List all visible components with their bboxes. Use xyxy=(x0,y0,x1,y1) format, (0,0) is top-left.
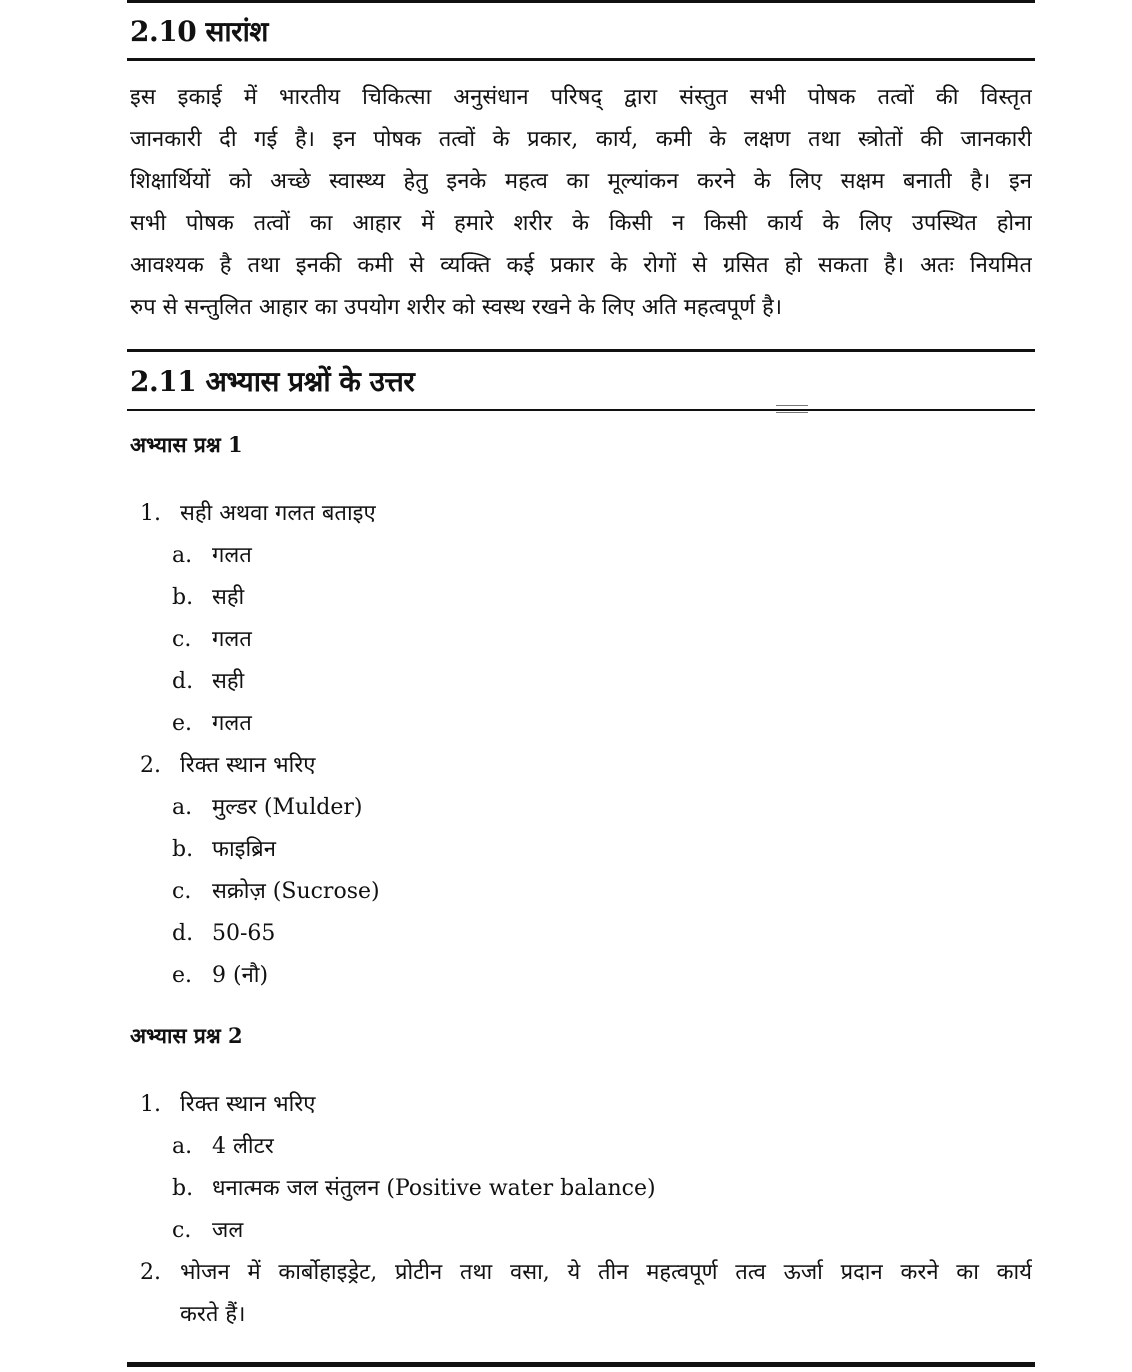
bottom-rule xyxy=(127,1362,1035,1367)
answers-heading-rule xyxy=(127,409,1035,411)
answer-item xyxy=(172,708,252,740)
question-2 xyxy=(140,750,315,782)
question-text: रिक्त स्थान भरिए xyxy=(180,753,316,778)
answer-item xyxy=(172,876,380,908)
question-1 xyxy=(140,1089,315,1121)
answer-marker: a. xyxy=(172,543,193,568)
summary-line: इस इकाई में भारतीय चिकित्सा अनुसंधान परिषद् द्वारा संस्तुत सभी पोषक तत्वों की विस्तृत xyxy=(130,85,1032,110)
answer-text: फाइब्रिन xyxy=(212,837,276,862)
top-rule xyxy=(127,0,1035,3)
summary-line: सभी पोषक तत्वों का आहार में हमारे शरीर के किसी न किसी कार्य के लिए उपस्थित होना xyxy=(130,211,1032,236)
answer-text: गलत xyxy=(212,711,252,736)
question-text: रिक्त स्थान भरिए xyxy=(180,1092,316,1117)
answer-text: सही xyxy=(212,669,245,694)
answer-text: 50-65 xyxy=(212,921,276,946)
answer-text: गलत xyxy=(212,627,252,652)
answer-text: गलत xyxy=(212,543,252,568)
summary-line: रुप से सन्तुलित आहार का उपयोग शरीर को स्वस्थ रखने के लिए अति महत्वपूर्ण है। xyxy=(130,295,783,320)
answer-item xyxy=(172,1131,274,1163)
exercise-1-title: अभ्यास प्रश्न 1 xyxy=(130,432,243,457)
section-heading-answers: 2.11 अभ्यास प्रश्नों के उत्तर xyxy=(130,365,415,398)
question-number: 2. xyxy=(140,1260,161,1285)
answer-item xyxy=(172,834,276,866)
answer-marker: a. xyxy=(172,795,193,820)
answer-item xyxy=(172,540,252,572)
question-number: 1. xyxy=(140,1092,161,1117)
answer-marker: e. xyxy=(172,963,193,988)
summary-heading-rule xyxy=(127,58,1035,61)
answer-text: 9 (नौ) xyxy=(212,963,269,988)
answer-marker: b. xyxy=(172,585,194,610)
answer-item xyxy=(172,792,362,824)
answer-marker: d. xyxy=(172,669,194,694)
question-text: भोजन में कार्बोहाइड्रेट, प्रोटीन तथा वसा, ये तीन महत्वपूर्ण तत्व ऊर्जा प्रदान करने का कार्य xyxy=(180,1260,1032,1285)
question-2 xyxy=(140,1257,180,1289)
question-1 xyxy=(140,498,376,530)
answers-top-rule xyxy=(127,349,1035,352)
answer-marker: b. xyxy=(172,837,194,862)
summary-line: जानकारी दी गई है। इन पोषक तत्वों के प्रकार, कार्य, कमी के लक्षण तथा स्त्रोतों की जानकारी xyxy=(130,127,1032,152)
question-text-continued: करते हैं। xyxy=(180,1302,246,1327)
summary-line: शिक्षार्थियों को अच्छे स्वास्थ्य हेतु इनके महत्व का मूल्यांकन करने के लिए सक्षम बनाती है। इन xyxy=(130,169,1032,194)
answer-text: मुल्डर (Mulder) xyxy=(212,795,363,820)
summary-line: आवश्यक है तथा इनकी कमी से व्यक्ति कई प्रकार के रोगों से ग्रसित हो सकता है। अतः नियमित xyxy=(130,253,1032,278)
answer-text: सही xyxy=(212,585,245,610)
answer-item xyxy=(172,918,275,950)
section-heading-summary: 2.10 सारांश xyxy=(130,15,268,48)
question-number: 2. xyxy=(140,753,161,778)
answer-item xyxy=(172,582,244,614)
answer-text: 4 लीटर xyxy=(212,1134,274,1159)
answer-marker: b. xyxy=(172,1176,194,1201)
answer-item xyxy=(172,1173,656,1205)
question-number: 1. xyxy=(140,501,161,526)
answer-marker: c. xyxy=(172,879,192,904)
answer-text: धनात्मक जल संतुलन (Positive water balance) xyxy=(212,1176,656,1201)
answer-marker: d. xyxy=(172,921,194,946)
answer-item xyxy=(172,624,252,656)
answer-item xyxy=(172,666,244,698)
answer-item xyxy=(172,1215,243,1247)
exercise-2-title: अभ्यास प्रश्न 2 xyxy=(130,1023,243,1048)
summary-paragraph xyxy=(130,77,1032,329)
answer-marker: c. xyxy=(172,1218,192,1243)
question-text: सही अथवा गलत बताइए xyxy=(180,501,376,526)
answer-item xyxy=(172,960,268,992)
answer-marker: e. xyxy=(172,711,193,736)
answer-marker: a. xyxy=(172,1134,193,1159)
answer-marker: c. xyxy=(172,627,192,652)
answer-text: जल xyxy=(212,1218,244,1243)
answer-text: सक्रोज़ (Sucrose) xyxy=(212,879,380,904)
